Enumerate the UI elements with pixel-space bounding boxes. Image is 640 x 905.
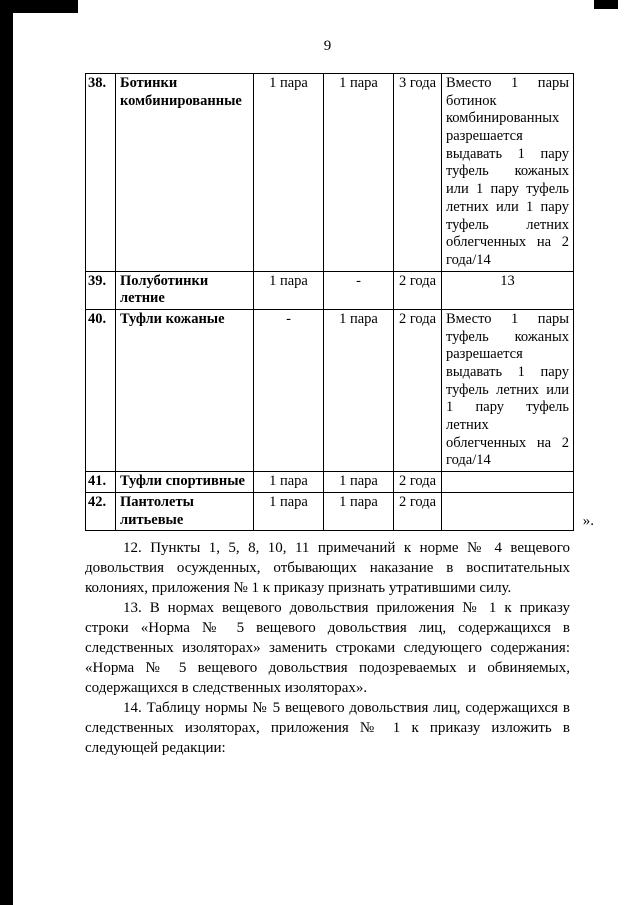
- scan-artifact-top-right: [594, 0, 618, 9]
- body-text: [85, 538, 570, 758]
- period-cell: 2 года: [394, 271, 442, 309]
- quantity-2-cell: -: [324, 271, 394, 309]
- note-cell: Вместо 1 пары ботинок комбинированных разрешается выдавать 1 пару туфель кожаных или 1 пару туфель летних или 1 пару туфель летних облегченных на 2 года/14: [442, 74, 574, 272]
- table-row: [86, 74, 574, 272]
- row-number-cell: 39.: [86, 271, 116, 309]
- scan-artifact-left-bar: [0, 0, 13, 905]
- row-number-cell: 38.: [86, 74, 116, 272]
- item-name-cell: Ботинки комбинированные: [116, 74, 254, 272]
- closing-quote: ».: [582, 513, 594, 530]
- row-number-cell: 42.: [86, 492, 116, 530]
- note-cell: Вместо 1 пары туфель кожаных разрешается выдавать 1 пару туфель летних или 1 пару туфель летних облегченных на 2 года/14: [442, 309, 574, 471]
- table-row: [86, 472, 574, 493]
- table-row: [86, 309, 574, 471]
- item-name-cell: Туфли кожаные: [116, 309, 254, 471]
- item-name-cell: Полуботинки летние: [116, 271, 254, 309]
- period-cell: 2 года: [394, 492, 442, 530]
- document-page: [85, 0, 594, 758]
- allowance-table-wrap: [85, 73, 594, 531]
- quantity-1-cell: 1 пара: [254, 492, 324, 530]
- row-number-cell: 41.: [86, 472, 116, 493]
- table-row: [86, 492, 574, 530]
- item-name-cell: Пантолеты литьевые: [116, 492, 254, 530]
- note-cell: [442, 472, 574, 493]
- quantity-1-cell: 1 пара: [254, 74, 324, 272]
- table-row: [86, 271, 574, 309]
- quantity-2-cell: 1 пара: [324, 472, 394, 493]
- allowance-table: [85, 73, 574, 531]
- period-cell: 2 года: [394, 472, 442, 493]
- paragraph-12: 12. Пункты 1, 5, 8, 10, 11 примечаний к норме № 4 вещевого довольствия осужденных, отбывающих наказание в воспитательных колониях, приложения № 1 к приказу признать утратившими силу.: [85, 540, 570, 597]
- note-cell: 13: [442, 271, 574, 309]
- paragraph-13: 13. В нормах вещевого довольствия приложения № 1 к приказу строки «Норма № 5 вещевого довольствия лиц, содержащихся в следственных изоляторах» заменить строками следующего содержания: «Норма № 5 вещевого довольствия подозреваемых и обвиняемых, содержащихся в следственных изоляторах».: [85, 600, 570, 697]
- quantity-1-cell: 1 пара: [254, 271, 324, 309]
- page-number: 9: [323, 38, 332, 54]
- quantity-1-cell: -: [254, 309, 324, 471]
- period-cell: 2 года: [394, 309, 442, 471]
- quantity-2-cell: 1 пара: [324, 74, 394, 272]
- period-cell: 3 года: [394, 74, 442, 272]
- scan-artifact-top-left: [0, 0, 78, 13]
- item-name-cell: Туфли спортивные: [116, 472, 254, 493]
- row-number-cell: 40.: [86, 309, 116, 471]
- quantity-1-cell: 1 пара: [254, 472, 324, 493]
- paragraph-14: 14. Таблицу нормы № 5 вещевого довольствия лиц, содержащихся в следственных изоляторах, приложения № 1 к приказу изложить в следующей редакции:: [85, 700, 570, 757]
- note-cell: [442, 492, 574, 530]
- quantity-2-cell: 1 пара: [324, 309, 394, 471]
- quantity-2-cell: 1 пара: [324, 492, 394, 530]
